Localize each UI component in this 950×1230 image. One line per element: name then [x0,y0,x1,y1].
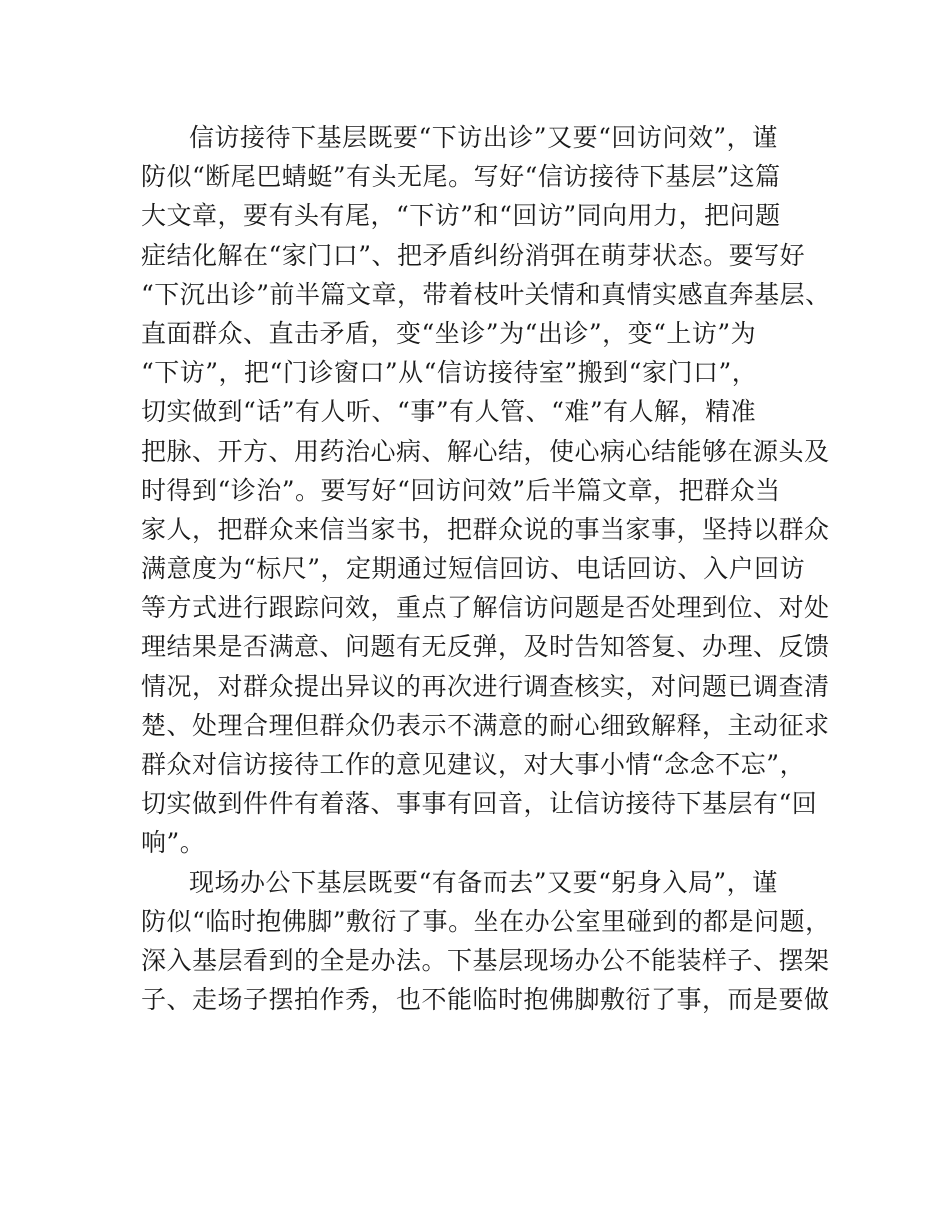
text-line: 防似“断尾巴蜻蜓”有头无尾。写好“信访接待下基层”这篇 [141,162,781,192]
text-line: 子、走场子摆拍作秀，也不能临时抱佛脚敷衍了事，而是要做 [141,985,830,1015]
document-body [141,118,831,1019]
text-line: 理结果是否满意、问题有无反弹，及时告知答复、办理、反馈 [141,632,830,662]
text-line: 等方式进行跟踪问效，重点了解信访问题是否处理到位、对处 [141,593,830,623]
paragraph-1 [141,118,831,863]
text-line: 深入基层看到的全是办法。下基层现场办公不能装样子、摆架 [141,945,830,975]
paragraph-2 [141,863,831,1020]
text-line: 大文章，要有头有尾，“下访”和“回访”同向用力，把问题 [141,201,781,231]
text-line: 直面群众、直击矛盾，变“坐诊”为“出诊”，变“上访”为 [141,318,757,348]
text-line: 切实做到“话”有人听、“事”有人管、“难”有人解，精准 [141,397,757,427]
text-line: 切实做到件件有着落、事事有回音，让信访接待下基层有“回 [141,789,818,819]
text-line: “下沉出诊”前半篇文章，带着枝叶关情和真情实感直奔基层、 [141,279,831,309]
text-line: 楚、处理合理但群众仍表示不满意的耐心细致解释，主动征求 [141,710,830,740]
text-line: 满意度为“标尺”，定期通过短信回访、电话回访、入户回访 [141,554,806,584]
text-line: 防似“临时抱佛脚”敷衍了事。坐在办公室里碰到的都是问题， [141,906,831,936]
text-line: 信访接待下基层既要“下访出诊”又要“回访问效”，谨 [189,123,778,152]
text-line: 时得到“诊治”。要写好“回访问效”后半篇文章，把群众当 [141,475,781,505]
text-line: 响”。 [141,828,206,858]
text-line: 群众对信访接待工作的意见建议，对大事小情“念念不忘”， [141,750,806,779]
text-line: 家人，把群众来信当家书，把群众说的事当家事，坚持以群众 [141,514,830,544]
text-line: 情况，对群众提出异议的再次进行调查核实，对问题已调查清 [141,671,830,701]
text-line: 现场办公下基层既要“有备而去”又要“躬身入局”，谨 [189,867,778,897]
text-line: 把脉、开方、用药治心病、解心结，使心病心结能够在源头及 [141,436,830,466]
text-line: 症结化解在“家门口”、把矛盾纠纷消弭在萌芽状态。要写好 [141,240,806,270]
text-line: “下访”，把“门诊窗口”从“信访接待室”搬到“家门口”， [141,358,758,388]
